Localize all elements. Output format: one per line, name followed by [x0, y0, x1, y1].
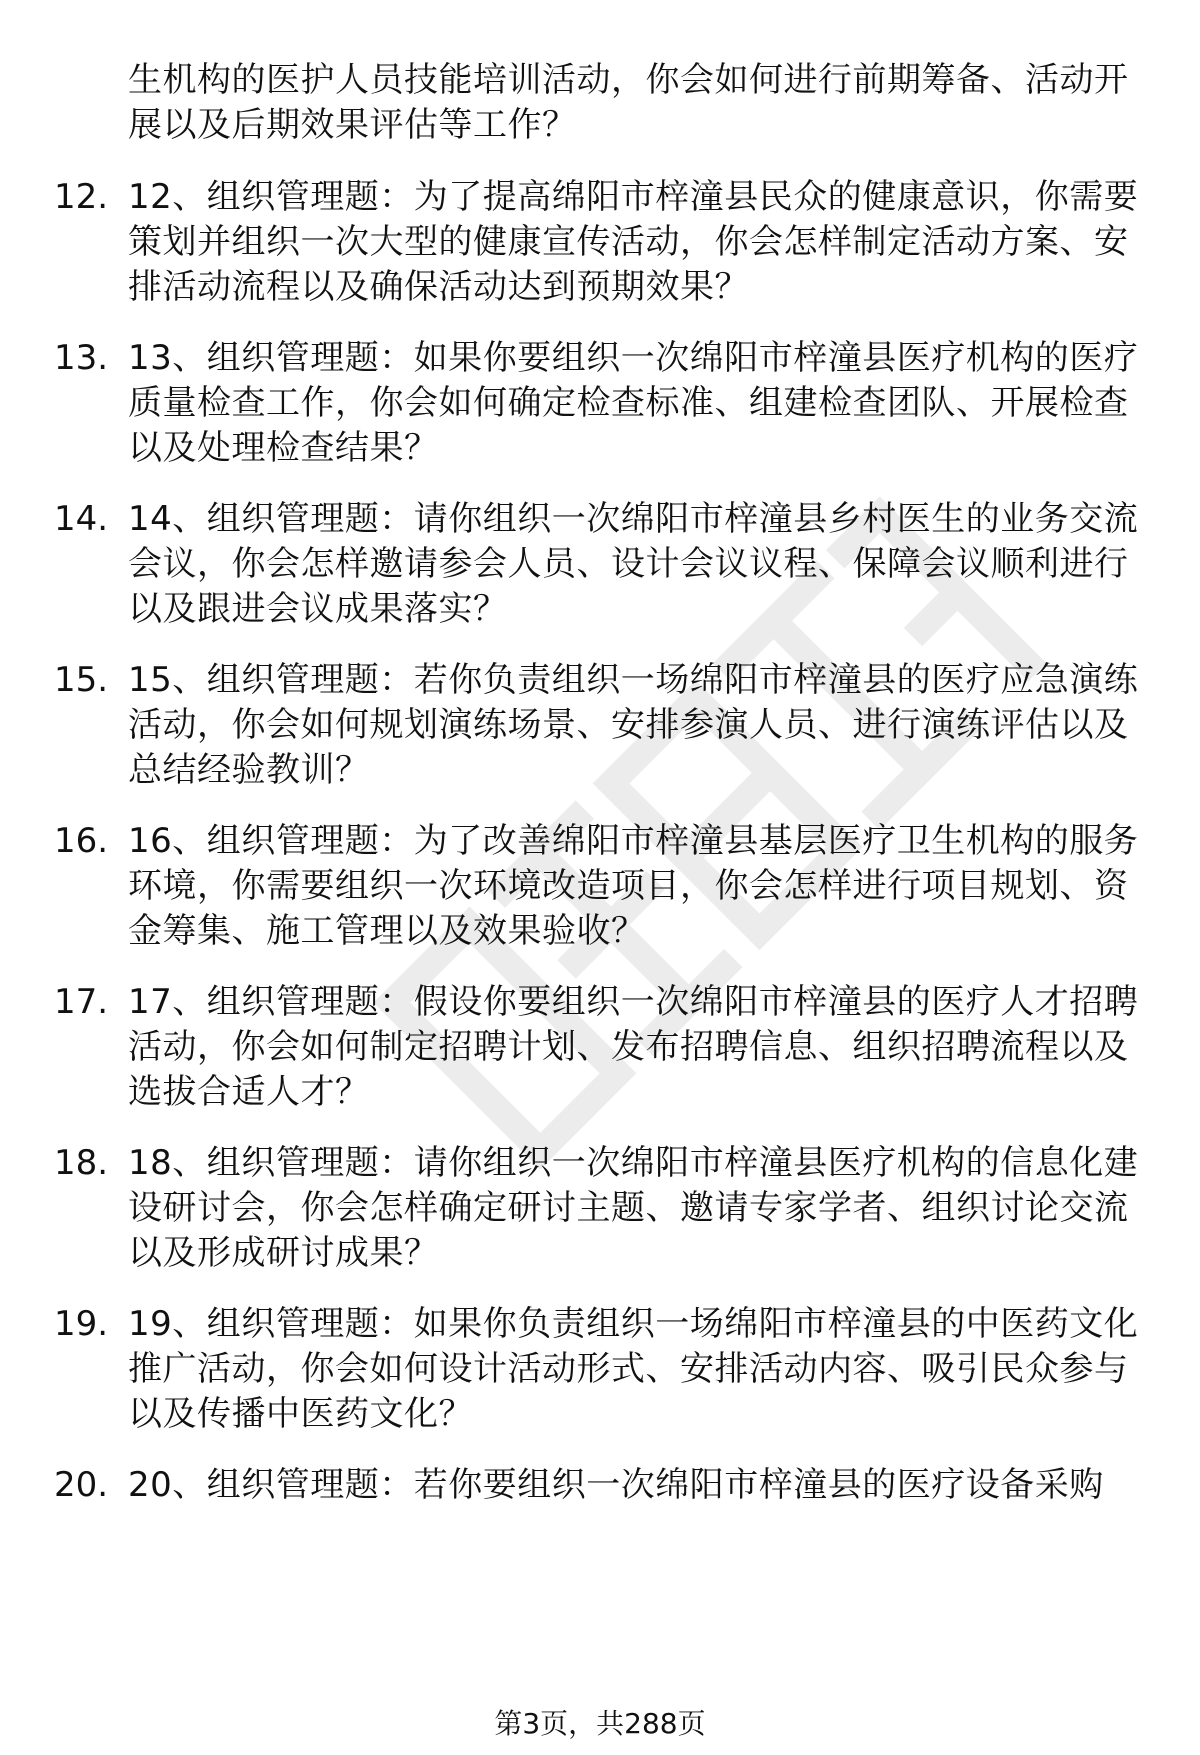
question-item [0, 1302, 1200, 1442]
question-item [0, 497, 1200, 637]
question-item [0, 1141, 1200, 1281]
question-item [0, 1463, 1200, 1513]
question-text: 19、组织管理题：如果你负责组织一场绵阳市梓潼县的中医药文化推广活动，你会如何设计活动形式、安排活动内容、吸引民众参与以及传播中医药文化？ [128, 1304, 1139, 1434]
page-footer: 第3页，共288页 [494, 1707, 706, 1740]
question-number: 14. [54, 499, 109, 539]
question-number: 19. [54, 1304, 109, 1344]
question-item [0, 658, 1200, 798]
question-text: 17、组织管理题：假设你要组织一次绵阳市梓潼县的医疗人才招聘活动，你会如何制定招聘计划、发布招聘信息、组织招聘流程以及选拔合适人才？ [128, 982, 1139, 1112]
question-number: 15. [54, 660, 109, 700]
question-item [0, 175, 1200, 315]
question-number: 17. [54, 982, 109, 1022]
question-item [0, 336, 1200, 476]
question-number: 16. [54, 821, 109, 861]
question-text: 14、组织管理题：请你组织一次绵阳市梓潼县乡村医生的业务交流会议，你会怎样邀请参会人员、设计会议议程、保障会议顺利进行以及跟进会议成果落实？ [128, 499, 1139, 629]
continuation-text: 生机构的医护人员技能培训活动，你会如何进行前期筹备、活动开展以及后期效果评估等工作？ [128, 60, 1129, 145]
question-item [0, 980, 1200, 1120]
question-text: 13、组织管理题：如果你要组织一次绵阳市梓潼县医疗机构的医疗质量检查工作，你会如何确定检查标准、组建检查团队、开展检查以及处理检查结果？ [128, 338, 1139, 468]
question-text: 16、组织管理题：为了改善绵阳市梓潼县基层医疗卫生机构的服务环境，你需要组织一次环境改造项目，你会怎样进行项目规划、资金筹集、施工管理以及效果验收？ [128, 821, 1139, 951]
question-text: 20、组织管理题：若你要组织一次绵阳市梓潼县的医疗设备采购 [128, 1465, 1104, 1505]
question-number: 12. [54, 177, 109, 217]
question-item [0, 819, 1200, 959]
question-number: 18. [54, 1143, 109, 1183]
question-text: 12、组织管理题：为了提高绵阳市梓潼县民众的健康意识，你需要策划并组织一次大型的健康宣传活动，你会怎样制定活动方案、安排活动流程以及确保活动达到预期效果？ [128, 177, 1139, 307]
question-text: 15、组织管理题：若你负责组织一场绵阳市梓潼县的医疗应急演练活动，你会如何规划演练场景、安排参演人员、进行演练评估以及总结经验教训？ [128, 660, 1139, 790]
question-text: 18、组织管理题：请你组织一次绵阳市梓潼县医疗机构的信息化建设研讨会，你会怎样确定研讨主题、邀请专家学者、组织讨论交流以及形成研讨成果？ [128, 1143, 1139, 1273]
question-number: 20. [54, 1465, 109, 1505]
question-number: 13. [54, 338, 109, 378]
